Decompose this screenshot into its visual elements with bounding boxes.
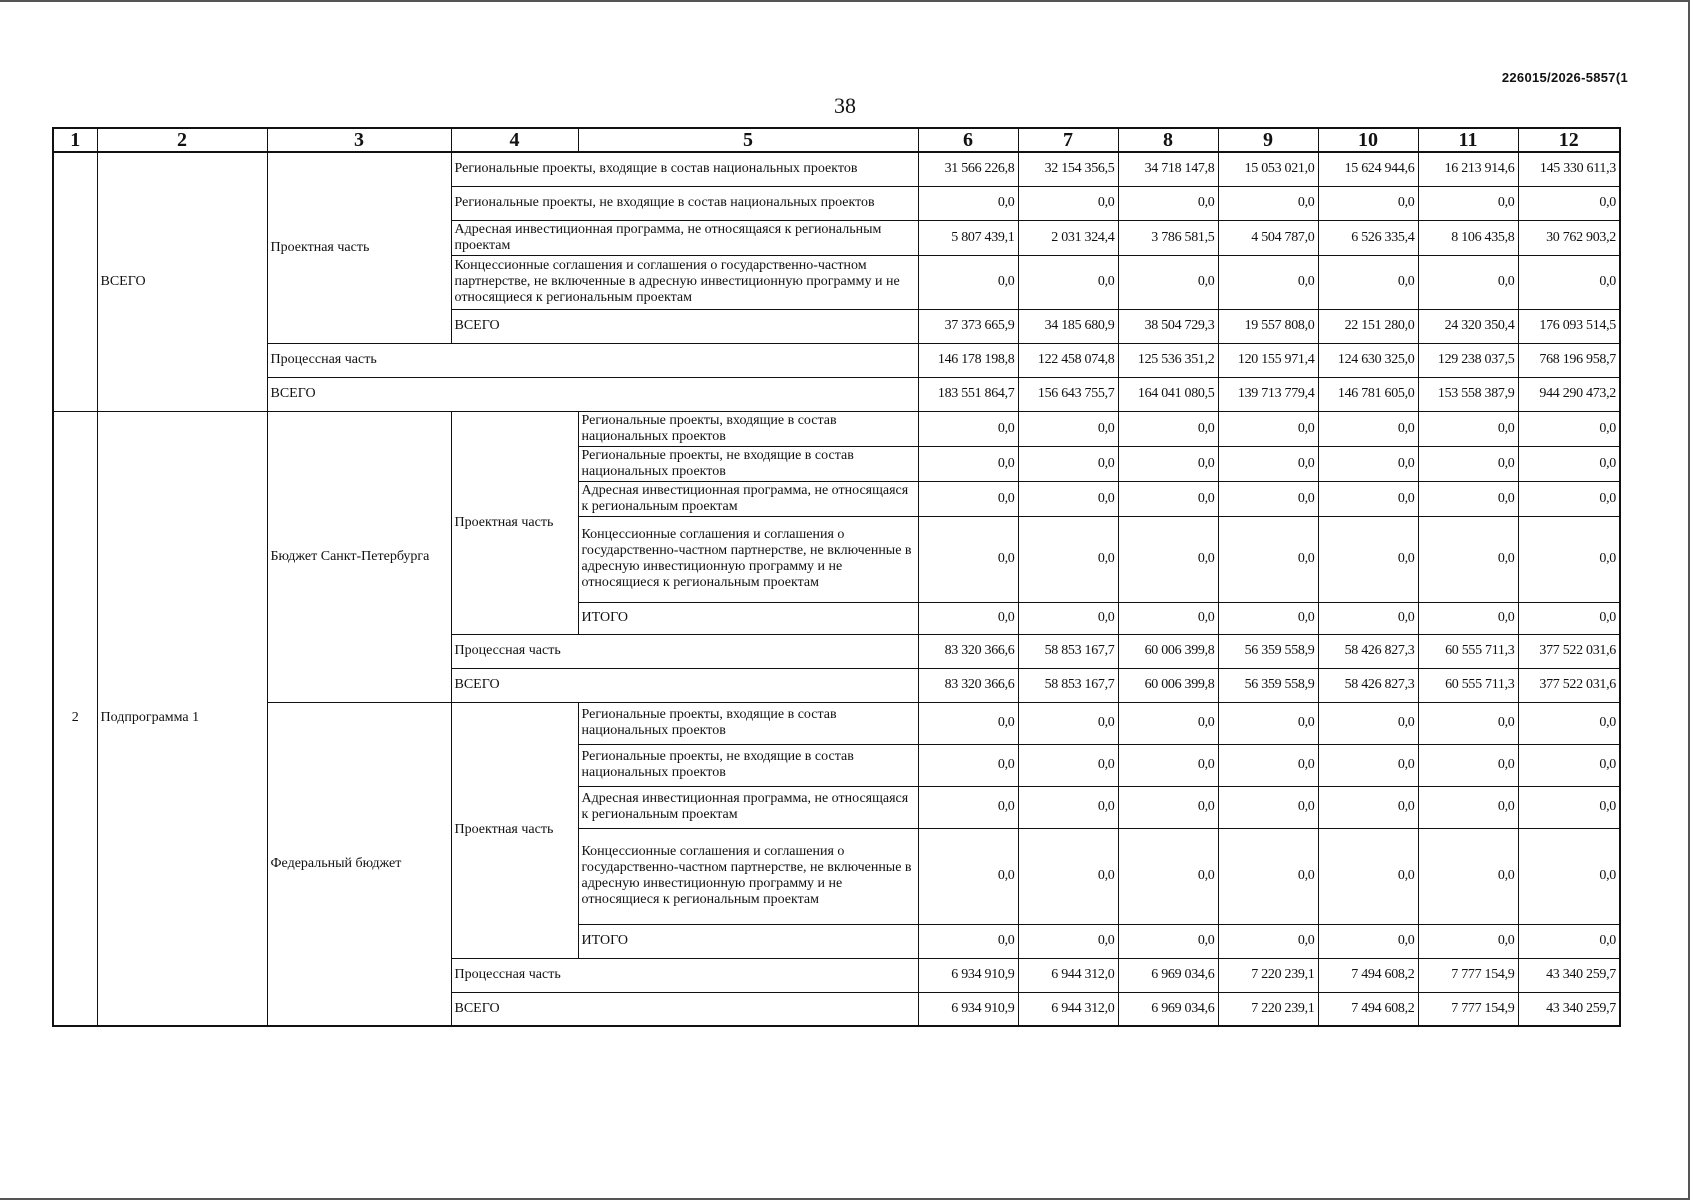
table-row bbox=[53, 152, 1620, 186]
value-cell: 0,0 bbox=[1418, 516, 1518, 602]
value-cell: 0,0 bbox=[918, 516, 1018, 602]
value-cell: 153 558 387,9 bbox=[1418, 377, 1518, 411]
column-header: 5 bbox=[578, 128, 918, 152]
value-cell: 0,0 bbox=[1318, 255, 1418, 309]
value-cell: 0,0 bbox=[1418, 924, 1518, 958]
value-cell: 30 762 903,2 bbox=[1518, 220, 1620, 255]
value-cell: 5 807 439,1 bbox=[918, 220, 1018, 255]
value-cell: 0,0 bbox=[1418, 411, 1518, 446]
section-label: ВСЕГО bbox=[97, 152, 267, 411]
value-cell: 377 522 031,6 bbox=[1518, 634, 1620, 668]
value-cell: 0,0 bbox=[1318, 516, 1418, 602]
value-cell: 0,0 bbox=[1018, 516, 1118, 602]
total-label: ВСЕГО bbox=[267, 377, 918, 411]
value-cell: 31 566 226,8 bbox=[918, 152, 1018, 186]
value-cell: 0,0 bbox=[1518, 786, 1620, 828]
value-cell: 0,0 bbox=[1018, 602, 1118, 634]
value-cell: 0,0 bbox=[1218, 786, 1318, 828]
value-cell: 0,0 bbox=[1518, 411, 1620, 446]
value-cell: 0,0 bbox=[1318, 744, 1418, 786]
value-cell: 0,0 bbox=[1418, 744, 1518, 786]
table-row bbox=[53, 411, 1620, 446]
process-part-label: Процессная часть bbox=[451, 958, 918, 992]
value-cell: 0,0 bbox=[1018, 924, 1118, 958]
value-cell: 183 551 864,7 bbox=[918, 377, 1018, 411]
row-label: Региональные проекты, входящие в состав национальных проектов bbox=[451, 152, 918, 186]
row-label: Концессионные соглашения и соглашения о государственно-частном партнерстве, не включенные в адресную инвестиционную программу и не относящиеся к региональным проектам bbox=[451, 255, 918, 309]
total-label: ВСЕГО bbox=[451, 992, 918, 1026]
value-cell: 0,0 bbox=[1018, 702, 1118, 744]
value-cell: 7 777 154,9 bbox=[1418, 992, 1518, 1026]
value-cell: 0,0 bbox=[1418, 255, 1518, 309]
value-cell: 60 555 711,3 bbox=[1418, 668, 1518, 702]
value-cell: 15 053 021,0 bbox=[1218, 152, 1318, 186]
value-cell: 0,0 bbox=[1218, 481, 1318, 516]
value-cell: 0,0 bbox=[1418, 702, 1518, 744]
value-cell: 0,0 bbox=[1218, 446, 1318, 481]
row-label: Региональные проекты, не входящие в состав национальных проектов bbox=[451, 186, 918, 220]
value-cell: 0,0 bbox=[918, 828, 1018, 924]
document-id: 226015/2026-5857(1 bbox=[1501, 70, 1628, 85]
row-label: Адресная инвестиционная программа, не относящаяся к региональным проектам bbox=[578, 481, 918, 516]
value-cell: 0,0 bbox=[918, 602, 1018, 634]
value-cell: 145 330 611,3 bbox=[1518, 152, 1620, 186]
value-cell: 0,0 bbox=[1418, 446, 1518, 481]
subprogram-name: Подпрограмма 1 bbox=[97, 411, 267, 1026]
value-cell: 0,0 bbox=[918, 786, 1018, 828]
value-cell: 0,0 bbox=[1318, 186, 1418, 220]
value-cell: 0,0 bbox=[1218, 255, 1318, 309]
column-header: 7 bbox=[1018, 128, 1118, 152]
column-header: 12 bbox=[1518, 128, 1620, 152]
value-cell: 0,0 bbox=[1318, 602, 1418, 634]
value-cell: 58 853 167,7 bbox=[1018, 668, 1118, 702]
value-cell: 60 006 399,8 bbox=[1118, 634, 1218, 668]
value-cell: 164 041 080,5 bbox=[1118, 377, 1218, 411]
value-cell: 24 320 350,4 bbox=[1418, 309, 1518, 343]
value-cell: 146 178 198,8 bbox=[918, 343, 1018, 377]
value-cell: 0,0 bbox=[1118, 411, 1218, 446]
value-cell: 0,0 bbox=[1218, 411, 1318, 446]
process-part-label: Процессная часть bbox=[451, 634, 918, 668]
value-cell: 0,0 bbox=[918, 411, 1018, 446]
value-cell: 0,0 bbox=[1218, 702, 1318, 744]
page-number: 38 bbox=[834, 93, 856, 118]
value-cell: 125 536 351,2 bbox=[1118, 343, 1218, 377]
row-label: Региональные проекты, не входящие в состав национальных проектов bbox=[578, 744, 918, 786]
value-cell: 0,0 bbox=[1018, 446, 1118, 481]
value-cell: 0,0 bbox=[1118, 255, 1218, 309]
value-cell: 0,0 bbox=[1518, 446, 1620, 481]
value-cell: 0,0 bbox=[1118, 828, 1218, 924]
value-cell: 7 494 608,2 bbox=[1318, 992, 1418, 1026]
value-cell: 124 630 325,0 bbox=[1318, 343, 1418, 377]
value-cell: 377 522 031,6 bbox=[1518, 668, 1620, 702]
value-cell: 0,0 bbox=[1518, 828, 1620, 924]
table-row bbox=[53, 343, 1620, 377]
value-cell: 0,0 bbox=[1118, 744, 1218, 786]
total-label: ВСЕГО bbox=[451, 668, 918, 702]
column-header: 6 bbox=[918, 128, 1018, 152]
value-cell: 122 458 074,8 bbox=[1018, 343, 1118, 377]
value-cell: 7 220 239,1 bbox=[1218, 958, 1318, 992]
value-cell: 60 006 399,8 bbox=[1118, 668, 1218, 702]
value-cell: 0,0 bbox=[918, 924, 1018, 958]
column-header: 4 bbox=[451, 128, 578, 152]
value-cell: 139 713 779,4 bbox=[1218, 377, 1318, 411]
process-part-label: Процессная часть bbox=[267, 343, 918, 377]
funding-source: Федеральный бюджет bbox=[267, 702, 451, 1026]
value-cell: 0,0 bbox=[1118, 602, 1218, 634]
value-cell: 0,0 bbox=[918, 446, 1018, 481]
value-cell: 6 969 034,6 bbox=[1118, 958, 1218, 992]
value-cell: 4 504 787,0 bbox=[1218, 220, 1318, 255]
value-cell: 768 196 958,7 bbox=[1518, 343, 1620, 377]
value-cell: 32 154 356,5 bbox=[1018, 152, 1118, 186]
value-cell: 120 155 971,4 bbox=[1218, 343, 1318, 377]
value-cell: 0,0 bbox=[1518, 186, 1620, 220]
value-cell: 0,0 bbox=[1518, 516, 1620, 602]
value-cell: 944 290 473,2 bbox=[1518, 377, 1620, 411]
project-part-label: Проектная часть bbox=[451, 411, 578, 634]
row-number-cell bbox=[53, 152, 97, 411]
value-cell: 0,0 bbox=[918, 255, 1018, 309]
row-label: Региональные проекты, входящие в состав национальных проектов bbox=[578, 411, 918, 446]
row-label: Концессионные соглашения и соглашения о государственно-частном партнерстве, не включенные в адресную инвестиционную программу и не относящиеся к региональным проектам bbox=[578, 828, 918, 924]
value-cell: 0,0 bbox=[918, 702, 1018, 744]
value-cell: 34 185 680,9 bbox=[1018, 309, 1118, 343]
value-cell: 0,0 bbox=[1318, 828, 1418, 924]
column-header: 3 bbox=[267, 128, 451, 152]
value-cell: 38 504 729,3 bbox=[1118, 309, 1218, 343]
value-cell: 0,0 bbox=[1218, 602, 1318, 634]
value-cell: 22 151 280,0 bbox=[1318, 309, 1418, 343]
value-cell: 0,0 bbox=[918, 744, 1018, 786]
value-cell: 0,0 bbox=[1018, 411, 1118, 446]
row-label: Концессионные соглашения и соглашения о государственно-частном партнерстве, не включенные в адресную инвестиционную программу и не относящиеся к региональным проектам bbox=[578, 516, 918, 602]
project-part-label: Проектная часть bbox=[267, 152, 451, 343]
value-cell: 6 526 335,4 bbox=[1318, 220, 1418, 255]
table-row bbox=[53, 702, 1620, 744]
value-cell: 58 853 167,7 bbox=[1018, 634, 1118, 668]
value-cell: 0,0 bbox=[1018, 828, 1118, 924]
value-cell: 0,0 bbox=[1318, 786, 1418, 828]
value-cell: 6 934 910,9 bbox=[918, 992, 1018, 1026]
row-label: ИТОГО bbox=[578, 924, 918, 958]
value-cell: 43 340 259,7 bbox=[1518, 992, 1620, 1026]
row-label: Региональные проекты, входящие в состав национальных проектов bbox=[578, 702, 918, 744]
value-cell: 156 643 755,7 bbox=[1018, 377, 1118, 411]
value-cell: 0,0 bbox=[1518, 702, 1620, 744]
column-header: 8 bbox=[1118, 128, 1218, 152]
value-cell: 129 238 037,5 bbox=[1418, 343, 1518, 377]
value-cell: 0,0 bbox=[1118, 186, 1218, 220]
value-cell: 6 934 910,9 bbox=[918, 958, 1018, 992]
value-cell: 3 786 581,5 bbox=[1118, 220, 1218, 255]
header-row bbox=[53, 128, 1620, 152]
value-cell: 83 320 366,6 bbox=[918, 634, 1018, 668]
value-cell: 34 718 147,8 bbox=[1118, 152, 1218, 186]
funding-source: Бюджет Санкт-Петербурга bbox=[267, 411, 451, 702]
value-cell: 16 213 914,6 bbox=[1418, 152, 1518, 186]
value-cell: 58 426 827,3 bbox=[1318, 668, 1418, 702]
value-cell: 0,0 bbox=[1318, 702, 1418, 744]
value-cell: 0,0 bbox=[1518, 255, 1620, 309]
value-cell: 7 220 239,1 bbox=[1218, 992, 1318, 1026]
table-row bbox=[53, 377, 1620, 411]
value-cell: 7 777 154,9 bbox=[1418, 958, 1518, 992]
value-cell: 0,0 bbox=[1218, 828, 1318, 924]
value-cell: 19 557 808,0 bbox=[1218, 309, 1318, 343]
value-cell: 0,0 bbox=[1518, 924, 1620, 958]
value-cell: 0,0 bbox=[1218, 924, 1318, 958]
value-cell: 58 426 827,3 bbox=[1318, 634, 1418, 668]
row-label: ИТОГО bbox=[578, 602, 918, 634]
value-cell: 0,0 bbox=[1118, 481, 1218, 516]
value-cell: 7 494 608,2 bbox=[1318, 958, 1418, 992]
value-cell: 0,0 bbox=[1318, 411, 1418, 446]
value-cell: 0,0 bbox=[1118, 446, 1218, 481]
value-cell: 15 624 944,6 bbox=[1318, 152, 1418, 186]
column-header: 9 bbox=[1218, 128, 1318, 152]
value-cell: 83 320 366,6 bbox=[918, 668, 1018, 702]
value-cell: 0,0 bbox=[918, 186, 1018, 220]
value-cell: 0,0 bbox=[1118, 702, 1218, 744]
row-label: Региональные проекты, не входящие в состав национальных проектов bbox=[578, 446, 918, 481]
value-cell: 0,0 bbox=[1318, 481, 1418, 516]
value-cell: 0,0 bbox=[1018, 255, 1118, 309]
value-cell: 0,0 bbox=[1018, 481, 1118, 516]
value-cell: 0,0 bbox=[1118, 786, 1218, 828]
value-cell: 8 106 435,8 bbox=[1418, 220, 1518, 255]
value-cell: 43 340 259,7 bbox=[1518, 958, 1620, 992]
value-cell: 37 373 665,9 bbox=[918, 309, 1018, 343]
value-cell: 0,0 bbox=[1518, 744, 1620, 786]
value-cell: 146 781 605,0 bbox=[1318, 377, 1418, 411]
value-cell: 2 031 324,4 bbox=[1018, 220, 1118, 255]
value-cell: 0,0 bbox=[1218, 186, 1318, 220]
column-header: 1 bbox=[53, 128, 97, 152]
value-cell: 56 359 558,9 bbox=[1218, 668, 1318, 702]
value-cell: 56 359 558,9 bbox=[1218, 634, 1318, 668]
row-label: ВСЕГО bbox=[451, 309, 918, 343]
row-label: Адресная инвестиционная программа, не относящаяся к региональным проектам bbox=[578, 786, 918, 828]
value-cell: 0,0 bbox=[1218, 516, 1318, 602]
value-cell: 0,0 bbox=[1518, 602, 1620, 634]
value-cell: 0,0 bbox=[1218, 744, 1318, 786]
value-cell: 0,0 bbox=[1518, 481, 1620, 516]
column-header: 2 bbox=[97, 128, 267, 152]
value-cell: 0,0 bbox=[1418, 186, 1518, 220]
value-cell: 6 969 034,6 bbox=[1118, 992, 1218, 1026]
value-cell: 0,0 bbox=[1318, 924, 1418, 958]
value-cell: 176 093 514,5 bbox=[1518, 309, 1620, 343]
row-label: Адресная инвестиционная программа, не относящаяся к региональным проектам bbox=[451, 220, 918, 255]
value-cell: 0,0 bbox=[1118, 924, 1218, 958]
project-part-label: Проектная часть bbox=[451, 702, 578, 958]
value-cell: 0,0 bbox=[1018, 744, 1118, 786]
column-header: 11 bbox=[1418, 128, 1518, 152]
value-cell: 0,0 bbox=[1018, 786, 1118, 828]
budget-table bbox=[52, 127, 1621, 1027]
value-cell: 6 944 312,0 bbox=[1018, 992, 1118, 1026]
subprogram-number: 2 bbox=[53, 411, 97, 1026]
value-cell: 0,0 bbox=[1318, 446, 1418, 481]
value-cell: 60 555 711,3 bbox=[1418, 634, 1518, 668]
value-cell: 0,0 bbox=[1418, 602, 1518, 634]
value-cell: 0,0 bbox=[1418, 828, 1518, 924]
value-cell: 6 944 312,0 bbox=[1018, 958, 1118, 992]
value-cell: 0,0 bbox=[1418, 786, 1518, 828]
column-header: 10 bbox=[1318, 128, 1418, 152]
value-cell: 0,0 bbox=[1018, 186, 1118, 220]
value-cell: 0,0 bbox=[1118, 516, 1218, 602]
value-cell: 0,0 bbox=[918, 481, 1018, 516]
value-cell: 0,0 bbox=[1418, 481, 1518, 516]
